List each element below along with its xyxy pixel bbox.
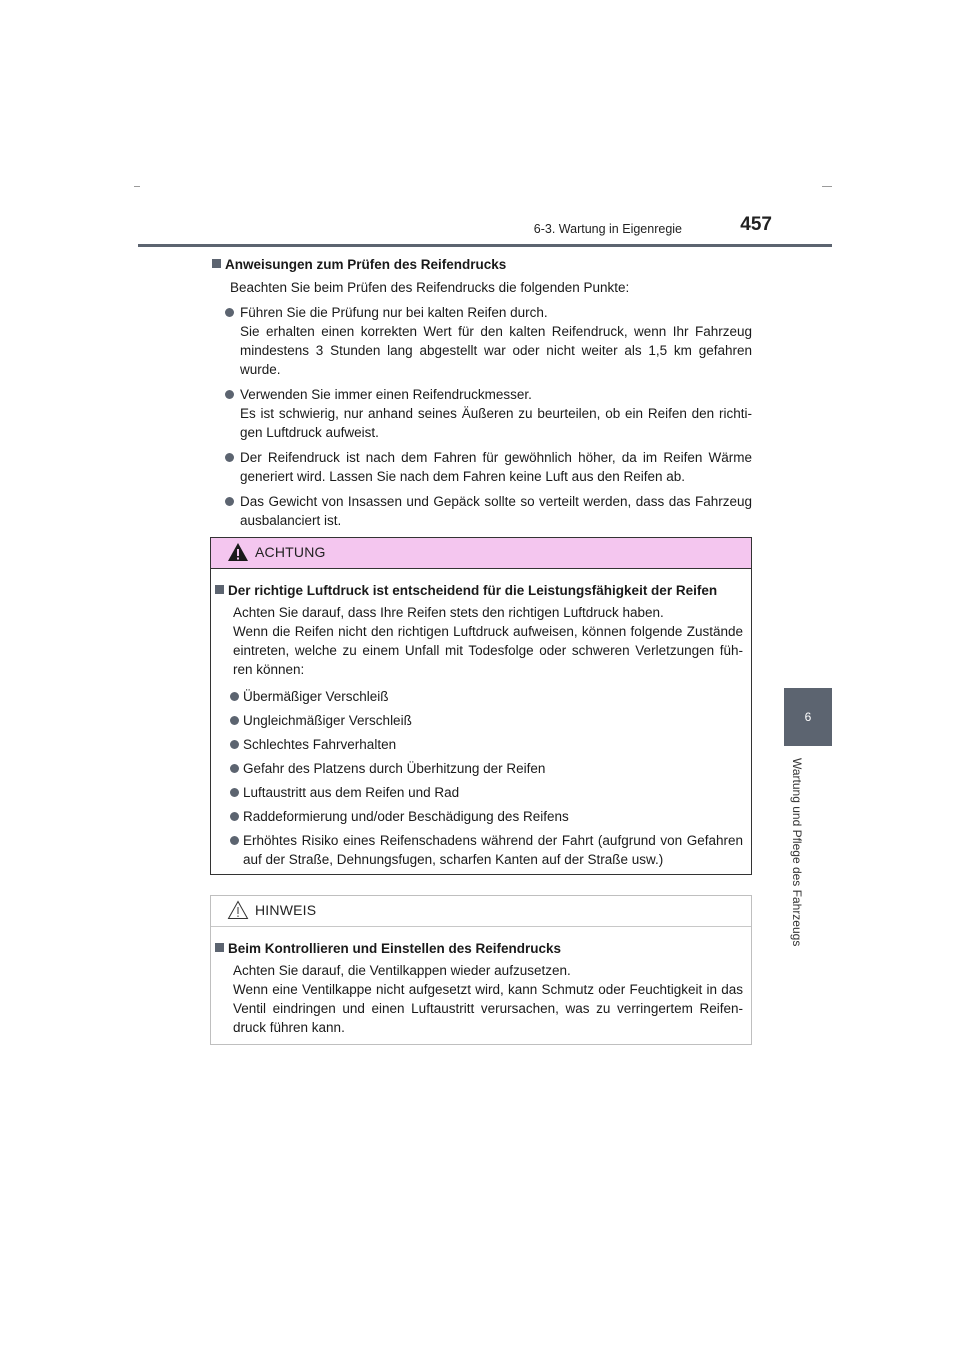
list-item-text: Das Gewicht von Insassen und Gepäck sollte so verteilt werden, dass das Fahrzeug ausbalanciert ist. — [240, 494, 752, 528]
note-paragraph-line: Achten Sie darauf, die Ventilkappen wieder aufzusetzen. — [233, 963, 571, 978]
warning-paragraph-line: Achten Sie darauf, dass Ihre Reifen stets den richtigen Luftdruck haben. — [233, 605, 664, 620]
list-item-text: Luftaustritt aus dem Reifen und Rad — [243, 785, 460, 800]
chapter-title: Wartung und Pflege des Fahrzeugs — [790, 758, 804, 947]
chapter-title-vertical — [790, 758, 808, 998]
list-item — [215, 783, 743, 802]
section-heading — [212, 255, 752, 274]
bullet-dot-icon — [225, 453, 234, 462]
note-box-title: HINWEIS — [255, 902, 317, 918]
note-box — [210, 895, 752, 1045]
note-paragraph — [233, 961, 743, 1037]
list-item-text: Der Reifendruck ist nach dem Fahren für gewöhnlich höher, da im Reifen Wärme generiert wird. Lassen Sie nach dem Fahren keine Luft aus den Reifen ab. — [240, 450, 752, 484]
note-paragraph-line: Wenn eine Ventilkappe nicht aufgesetzt wird, kann Schmutz oder Feuchtigkeit in das Ventil eindringen und einen Luftaustritt verursachen, was zu verringertem Reifen-druck führen kann. — [233, 982, 743, 1035]
list-item-text: Raddeformierung und/oder Beschädigung des Reifens — [243, 809, 569, 824]
list-item — [215, 711, 743, 730]
note-heading — [215, 939, 743, 958]
note-box-body — [211, 927, 751, 1037]
bullet-dot-icon — [230, 764, 239, 773]
list-item — [212, 448, 752, 486]
warning-triangle-icon — [227, 542, 249, 562]
warning-heading-text: Der richtige Luftdruck ist entscheidend für die Leistungsfähigkeit der Reifen — [228, 583, 718, 598]
warning-box — [210, 537, 752, 875]
list-item — [215, 735, 743, 754]
list-item — [215, 687, 743, 706]
list-item — [215, 831, 743, 869]
bullet-dot-icon — [230, 692, 239, 701]
list-item-text: Schlechtes Fahrverhalten — [243, 737, 397, 752]
bullet-dot-icon — [225, 308, 234, 317]
square-bullet-icon — [212, 259, 221, 268]
section-title: 6-3. Wartung in Eigenregie — [533, 222, 682, 236]
caution-triangle-outline-icon — [227, 900, 249, 920]
list-item-text: Verwenden Sie immer einen Reifendruckmesser. — [240, 387, 532, 402]
list-item-text: Übermäßiger Verschleiß — [243, 689, 389, 704]
list-item-text: Gefahr des Platzens durch Überhitzung der Reifen — [243, 761, 546, 776]
square-bullet-icon — [215, 943, 224, 952]
note-heading-text: Beim Kontrollieren und Einstellen des Reifendrucks — [228, 941, 562, 956]
warning-paragraph-line: Wenn die Reifen nicht den richtigen Luftdruck aufweisen, können folgende Zustände eintreten, welche zu einem Unfall mit Todesfolge oder schweren Verletzungen füh-ren können: — [233, 624, 743, 677]
intro-paragraph: Beachten Sie beim Prüfen des Reifendrucks die folgenden Punkte: — [230, 280, 630, 295]
bullet-dot-icon — [230, 740, 239, 749]
warning-paragraph — [233, 603, 743, 679]
list-item — [212, 492, 752, 530]
list-item — [215, 759, 743, 778]
list-item — [215, 807, 743, 826]
note-box-title-bar — [211, 896, 751, 927]
main-content — [212, 255, 752, 536]
list-item — [212, 303, 752, 379]
list-item-text: Führen Sie die Prüfung nur bei kalten Reifen durch. — [240, 305, 548, 320]
list-item-text: Erhöhtes Risiko eines Reifenschadens während der Fahrt (aufgrund von Gefahren auf der Straße, Dehnungsfugen, scharfen Kanten auf der Straße usw.) — [243, 833, 743, 867]
bullet-dot-icon — [230, 788, 239, 797]
warning-list — [215, 687, 743, 869]
bullet-dot-icon — [230, 812, 239, 821]
check-list — [212, 303, 752, 530]
bullet-dot-icon — [225, 390, 234, 399]
bullet-dot-icon — [230, 716, 239, 725]
section-heading-text: Anweisungen zum Prüfen des Reifendrucks — [225, 257, 507, 272]
list-item — [212, 385, 752, 442]
warning-box-body — [211, 569, 751, 869]
bullet-dot-icon — [225, 497, 234, 506]
warning-box-title-bar — [211, 538, 751, 569]
warning-heading — [215, 581, 743, 600]
list-item-detail: Es ist schwierig, nur anhand seines Äußeren zu beurteilen, ob ein Reifen den richti-gen Luftdruck aufweist. — [240, 406, 752, 440]
list-item-text: Ungleichmäßiger Verschleiß — [243, 713, 412, 728]
square-bullet-icon — [215, 585, 224, 594]
crop-mark-right — [822, 186, 832, 187]
list-item-detail: Sie erhalten einen korrekten Wert für den kalten Reifendruck, wenn Ihr Fahrzeug mindestens 3 Stunden lang abgestellt war oder nicht weiter als 1,5 km gefahren wurde. — [240, 324, 752, 377]
crop-mark-left — [134, 186, 140, 187]
header-rule — [138, 244, 832, 247]
bullet-dot-icon — [230, 836, 239, 845]
warning-box-title: ACHTUNG — [255, 544, 326, 560]
chapter-tab: 6 — [784, 688, 832, 746]
page-number: 457 — [740, 214, 772, 235]
